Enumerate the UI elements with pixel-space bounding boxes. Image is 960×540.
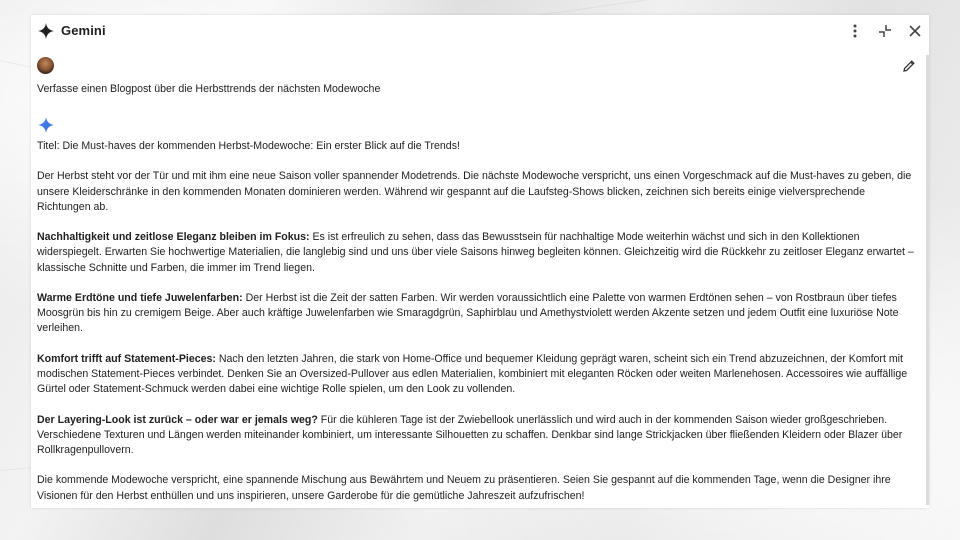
edit-prompt-button[interactable] <box>901 58 917 74</box>
response-section <box>37 230 921 276</box>
response-title: Titel: Die Must-haves der kommenden Herbst-Modewoche: Ein erster Blick auf die Trends! <box>37 140 460 152</box>
more-vert-icon <box>846 22 864 40</box>
collapse-icon <box>876 22 894 40</box>
section-text: Es ist erfreulich zu sehen, dass das Bewusstsein für nachhaltige Mode weiterhin wächst und sich in den Kollektionen widerspiegelt. Erwarten Sie hochwertige Materialien, die langlebig sind und uns über viele Saisons hinweg begleiten können. Gleichzeitig wird die Rückkehr zu zeitloser Eleganz erwartet – klassische Schnitte und Farben, die immer im Trend liegen. <box>37 231 914 274</box>
collapse-button[interactable] <box>876 22 894 40</box>
avatar <box>37 57 54 74</box>
response-outro: Die kommende Modewoche verspricht, eine spannende Mischung aus Bewährtem und Neuem zu präsentieren. Seien Sie gespannt auf die kommenden Tage, wenn die Designer ihre Visionen für den Herbst enthüllen und uns inspirieren, unsere Garderobe für die gemütliche Jahreszeit aufzufrischen! <box>37 474 891 502</box>
gemini-sparkle-icon <box>38 23 54 39</box>
response-section <box>37 352 921 398</box>
response-intro: Der Herbst steht vor der Tür und mit ihm eine neue Saison voller spannender Modetrends. Die nächste Modewoche verspricht, uns einen Vorgeschmack auf die Must-haves zu geben, die unsere Kleiderschränke in den kommenden Monaten dominieren werden. Während wir gespannt auf die Laufsteg-Shows blicken, zeichnen sich bereits einige vielversprechende Richtungen ab. <box>37 170 912 213</box>
section-text: Der Herbst ist die Zeit der satten Farben. Wir werden voraussichtlich eine Palette von warmen Erdtönen sehen – von Rostbraun über tiefes Moosgrün bis hin zu cremigem Beige. Aber auch kräftige Juwelenfarben wie Smaragdgrün, Saphirblau und Amethystviolett werden Akzente setzen und jedem Outfit eine luxuriöse Note verleihen. <box>37 291 899 335</box>
section-text: Für die kühleren Tage ist der Zwiebellook unerlässlich und wird auch in der kommenden Saison wieder großgeschrieben. Verschiedene Texturen und Längen werden miteinander kombiniert, um interessante Silhouetten zu schaffen. Denkbar sind lange Strickjacken über fließenden Kleidern oder Blazer über Rollkragenpullovern. <box>37 413 903 456</box>
section-heading: Der Layering-Look ist zurück – oder war er jemals weg? <box>37 413 318 426</box>
gemini-panel <box>31 15 929 508</box>
pencil-icon <box>902 59 916 73</box>
response-section <box>37 413 921 459</box>
more-options-button[interactable] <box>846 22 864 40</box>
close-icon <box>906 22 924 40</box>
response-sparkle-icon <box>38 117 54 133</box>
title-bar <box>31 15 929 47</box>
close-button[interactable] <box>906 22 924 40</box>
window-title: Gemini <box>61 23 106 38</box>
response-section <box>37 291 921 337</box>
section-heading: Nachhaltigkeit und zeitlose Eleganz bleiben im Fokus: <box>37 231 310 244</box>
scrollbar[interactable] <box>926 55 929 505</box>
section-text: Nach den letzten Jahren, die stark von Home-Office und bequemer Kleidung geprägt waren, scheint sich ein Trend abzuzeichnen, der Komfort mit modischen Statement-Pieces verbindet. Denken Sie an Oversized-Pullover aus edlen Materialien, kombiniert mit eleganten Röcken oder weiten Marlenehosen. Accessoires wie auffällige Gürtel oder Statement-Schmuck werden dabei eine wichtige Rolle spielen, um den Look zu vollenden. <box>37 352 908 396</box>
user-prompt: Verfasse einen Blogpost über die Herbsttrends der nächsten Modewoche <box>37 83 381 95</box>
model-response <box>37 139 921 508</box>
section-heading: Komfort trifft auf Statement-Pieces: <box>37 352 216 365</box>
section-heading: Warme Erdtöne und tiefe Juwelenfarben: <box>37 291 243 304</box>
